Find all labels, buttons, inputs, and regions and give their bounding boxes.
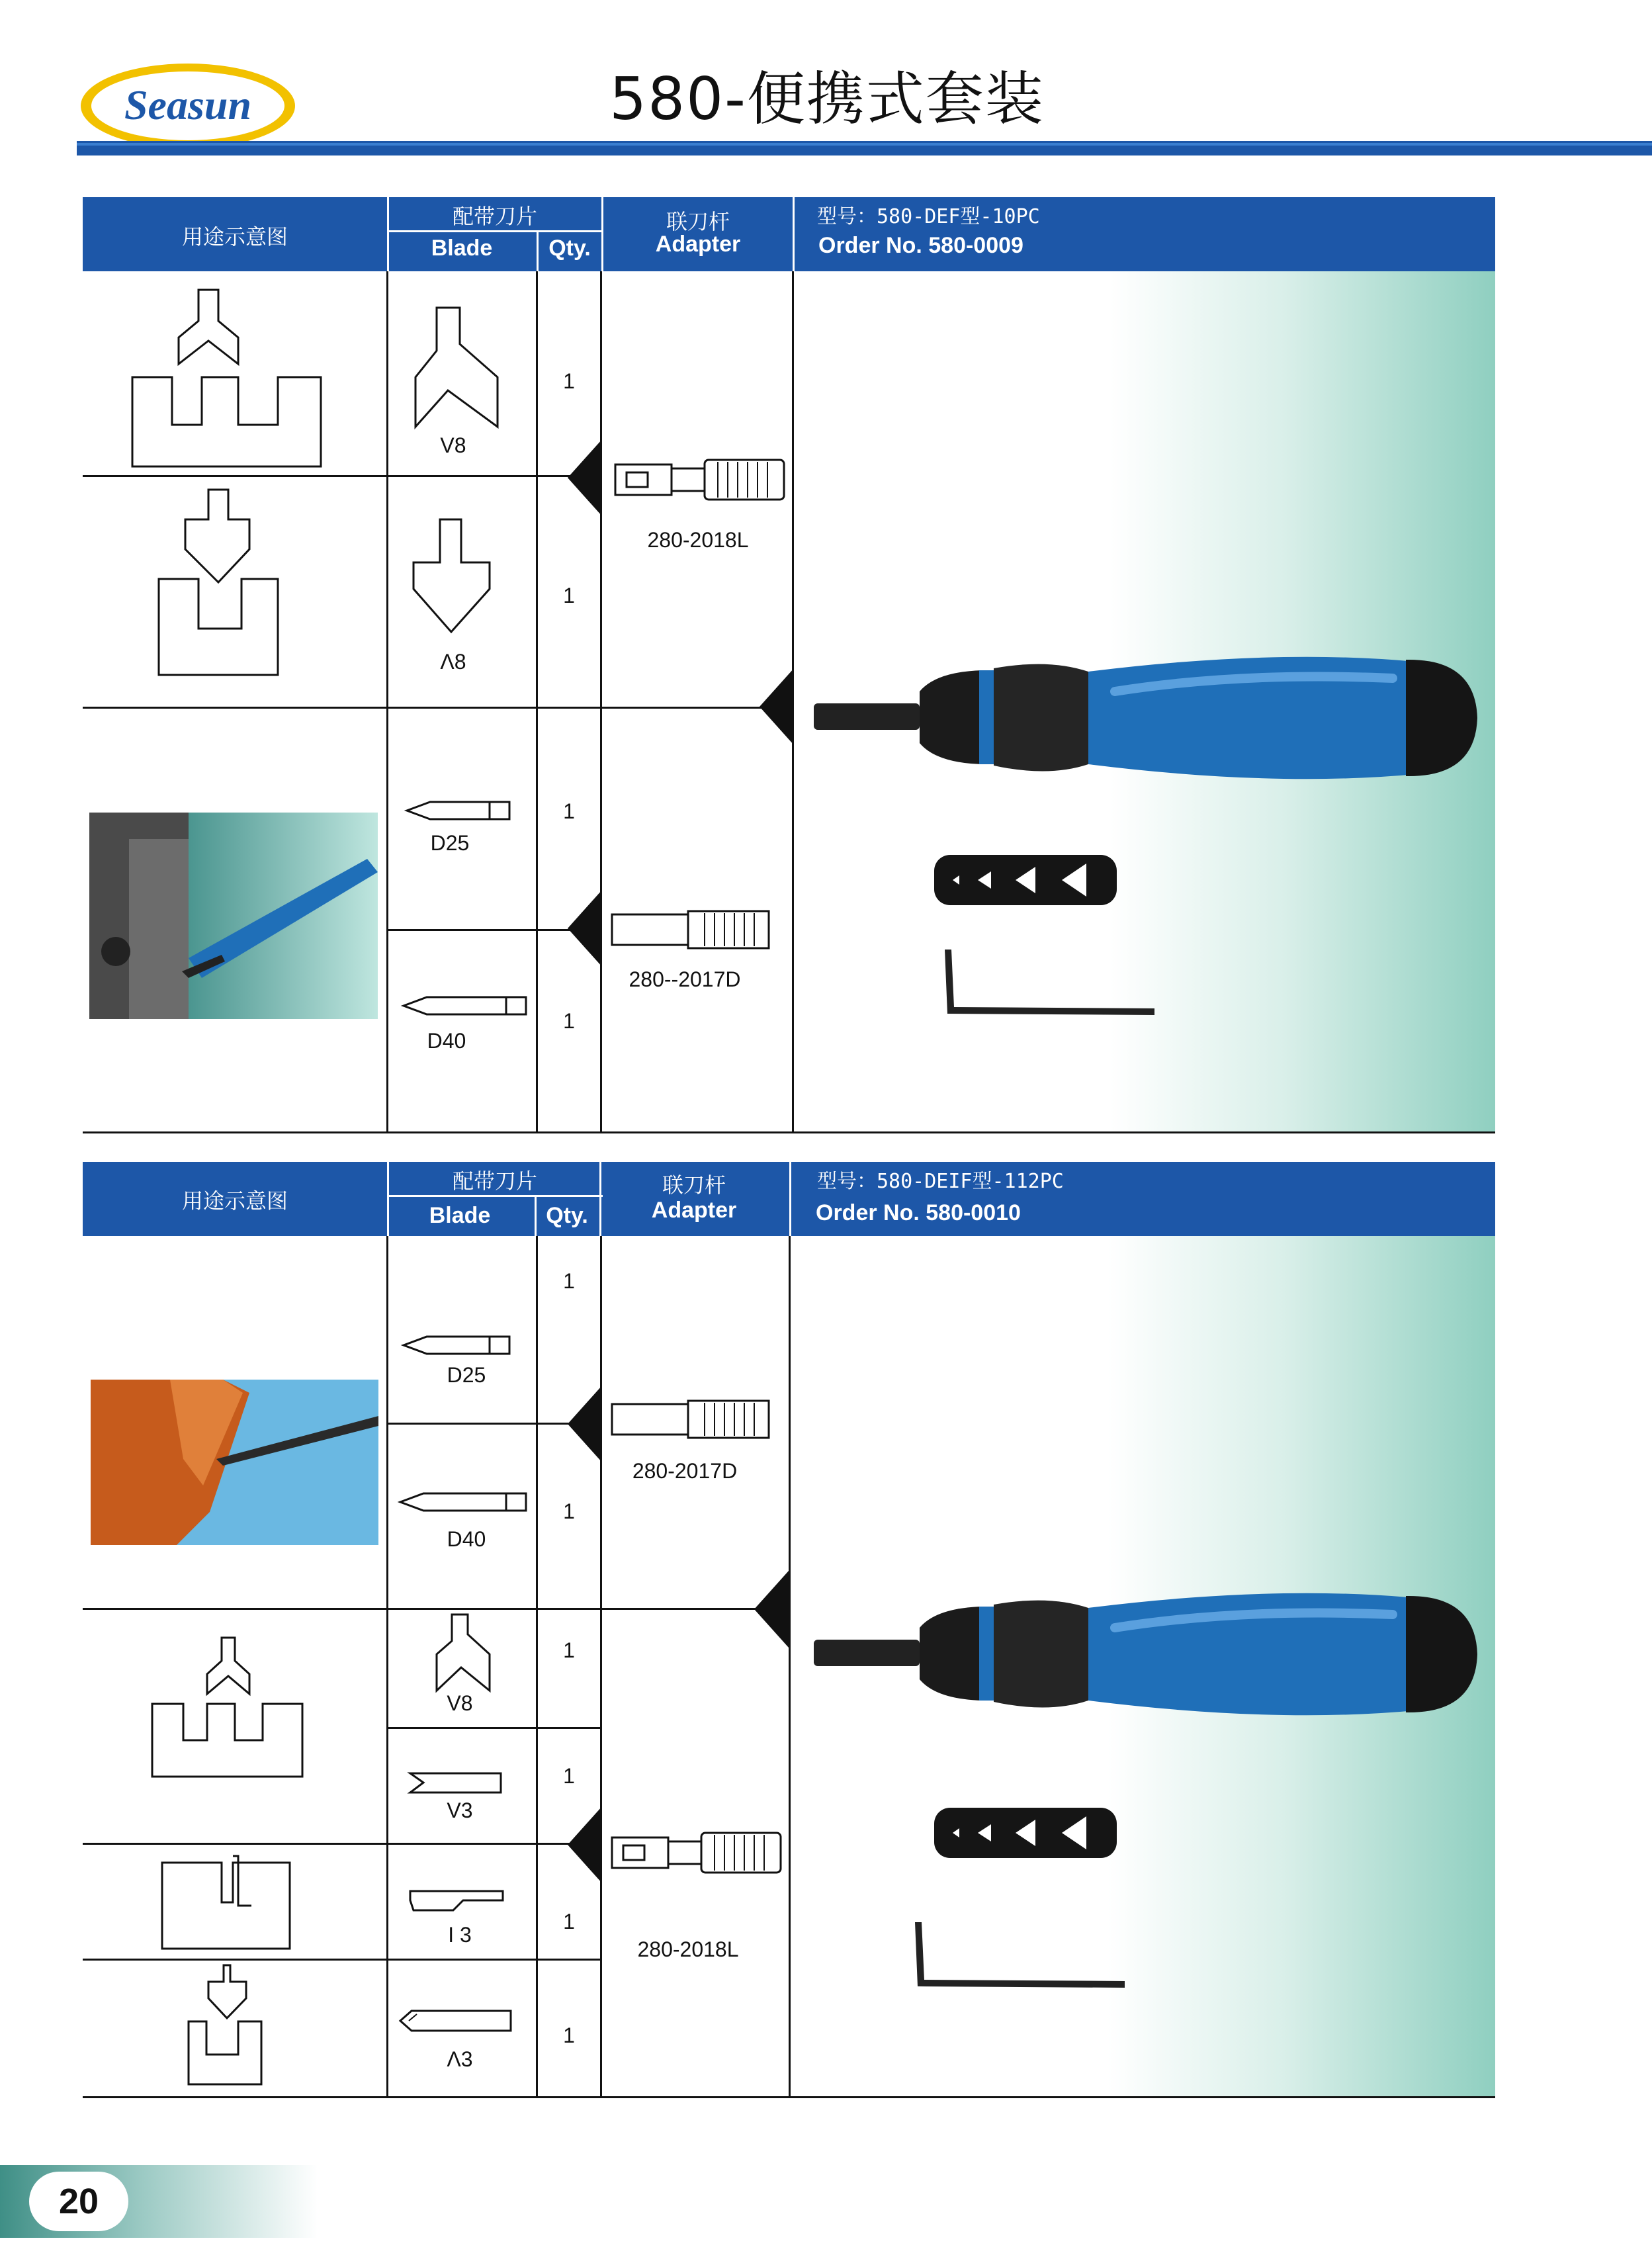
adapter-label: 280-2018L <box>637 1937 739 1961</box>
adapter-label: 280-2018L <box>647 528 749 552</box>
blade-label: Λ8 <box>440 650 466 674</box>
col-adapter-en: Adapter <box>651 1198 737 1223</box>
v-groove-usage-diagram <box>149 1634 308 1780</box>
order-number: Order No. 580-0010 <box>816 1200 1021 1225</box>
header-bar-accent <box>77 143 1652 146</box>
header-divider <box>387 230 603 232</box>
group-marker <box>568 1386 602 1462</box>
blade-v3-icon <box>407 1768 506 1798</box>
adapter-label: 280--2017D <box>629 967 741 991</box>
adapter-2017D-icon <box>609 908 774 951</box>
page-number: 20 <box>29 2172 128 2231</box>
blade-label: D25 <box>447 1363 486 1387</box>
blade-label: I 3 <box>448 1923 472 1947</box>
group-marker <box>568 1806 602 1883</box>
blade-label: D40 <box>447 1527 486 1551</box>
adapter-2018L-icon <box>612 457 791 503</box>
qty-value: 1 <box>563 799 575 823</box>
qty-value: 1 <box>563 1638 575 1662</box>
page-title: 580-便携式套装 <box>609 65 1045 133</box>
hex-key-image <box>910 1919 1128 1992</box>
blade-label: V8 <box>447 1691 473 1715</box>
col-qty: Qty. <box>548 236 591 261</box>
model-label: 型号：580-DEIF型-112PC <box>817 1170 1064 1193</box>
blade-holder-clip-image <box>933 854 1118 907</box>
blade-label: V8 <box>440 433 466 457</box>
model-label: 型号：580-DEF型-10PC <box>817 205 1040 228</box>
v-groove-usage-diagram <box>129 285 327 470</box>
blade-d40-icon <box>397 1485 533 1519</box>
qty-value: 1 <box>563 2023 575 2047</box>
group-marker <box>760 668 794 745</box>
order-number: Order No. 580-0009 <box>818 233 1023 258</box>
blade-label: D40 <box>427 1029 466 1053</box>
blade-lambda8-icon <box>407 516 496 639</box>
col-qty: Qty. <box>546 1203 588 1228</box>
col-blade-en: Blade <box>429 1203 491 1228</box>
adapter-2018L-icon <box>609 1830 787 1876</box>
lambda-groove-usage-diagram <box>179 1962 278 2088</box>
col-adapter-cn: 联刀杆 <box>666 209 730 234</box>
wood-chamfer-photo <box>91 1380 378 1545</box>
qty-value: 1 <box>563 1910 575 1933</box>
qty-value: 1 <box>563 1269 575 1293</box>
blade-holder-clip-image <box>933 1806 1118 1859</box>
blade-i3-icon <box>407 1886 506 1916</box>
blade-v8-icon <box>410 304 503 430</box>
seasun-logo <box>77 60 299 152</box>
col-adapter-en: Adapter <box>655 232 741 257</box>
blade-d25-icon <box>400 1329 516 1362</box>
deburring-tool-handle-image <box>810 1588 1482 1720</box>
qty-value: 1 <box>563 584 575 607</box>
col-usage: 用途示意图 <box>181 224 288 249</box>
hex-key-image <box>939 946 1158 1019</box>
deburring-photo <box>89 813 378 1019</box>
adapter-2017D-icon <box>609 1397 774 1441</box>
blade-v8-icon <box>433 1611 493 1694</box>
group-marker <box>754 1571 789 1648</box>
col-blade-cn: 配带刀片 <box>452 204 537 229</box>
group-marker <box>568 439 602 516</box>
lambda-groove-usage-diagram <box>155 486 288 678</box>
i-groove-usage-diagram <box>159 1853 294 1952</box>
col-blade-en: Blade <box>431 236 493 261</box>
qty-value: 1 <box>563 1764 575 1788</box>
logo-text: Seasun <box>124 81 252 128</box>
col-usage: 用途示意图 <box>181 1188 288 1214</box>
blade-label: V3 <box>447 1798 473 1822</box>
col-blade-cn: 配带刀片 <box>452 1169 537 1194</box>
blade-lambda3-icon <box>397 2006 516 2036</box>
blade-d25-icon <box>404 794 516 827</box>
qty-value: 1 <box>563 1009 575 1033</box>
blade-label: D25 <box>430 831 470 855</box>
blade-label: Λ3 <box>447 2047 473 2071</box>
group-marker <box>568 890 602 967</box>
adapter-label: 280-2017D <box>632 1459 738 1483</box>
col-adapter-cn: 联刀杆 <box>662 1173 726 1198</box>
blade-d40-icon <box>400 989 533 1022</box>
deburring-tool-handle-image <box>810 652 1482 784</box>
qty-value: 1 <box>563 1499 575 1523</box>
qty-value: 1 <box>563 369 575 393</box>
